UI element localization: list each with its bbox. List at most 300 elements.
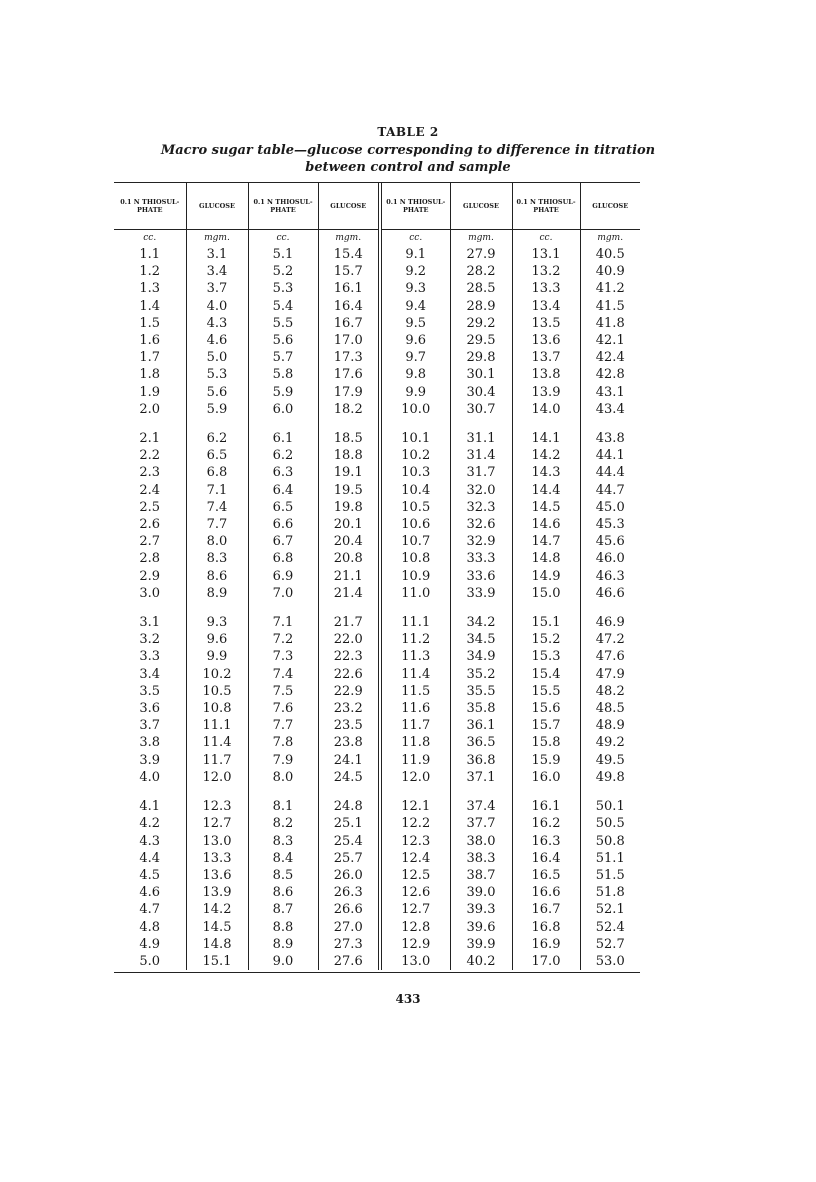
glucose-cell: 12.3 [186,798,248,815]
glucose-cell: 6.5 [186,447,248,464]
glucose-cell: 17.9 [318,384,380,401]
glucose-cell: 11.4 [186,734,248,751]
gap-cell [580,786,640,798]
thiosulphate-cell: 5.7 [248,349,318,366]
glucose-cell: 6.2 [186,430,248,447]
gap-cell [186,602,248,614]
glucose-cell: 30.7 [450,401,512,418]
header-glucose: GLUCOSE [450,183,512,230]
glucose-cell: 34.2 [450,614,512,631]
thiosulphate-cell: 11.5 [380,683,450,700]
glucose-cell: 4.3 [186,315,248,332]
gap-cell [186,418,248,430]
table-row [114,953,640,970]
thiosulphate-cell: 3.0 [114,585,186,602]
glucose-cell: 46.6 [595,585,625,601]
glucose-cell: 39.3 [450,901,512,918]
glucose-cell: 35.8 [450,700,512,717]
thiosulphate-cell: 14.3 [512,464,580,481]
glucose-cell: 53.0 [595,953,625,969]
thiosulphate-cell: 8.7 [248,901,318,918]
unit-cell: cc. [114,230,186,247]
thiosulphate-cell: 12.4 [380,850,450,867]
table-row [114,631,640,648]
glucose-cell: 27.3 [318,936,380,953]
gap-cell [512,602,580,614]
glucose-cell: 21.7 [318,614,380,631]
thiosulphate-cell: 11.4 [380,666,450,683]
glucose-cell: 38.3 [450,850,512,867]
unit-cell: mgm. [318,230,380,247]
thiosulphate-cell: 16.9 [512,936,580,953]
glucose-cell: 46.9 [595,615,625,631]
thiosulphate-cell: 1.4 [114,298,186,315]
glucose-cell: 11.7 [186,752,248,769]
bottom-rule [114,972,640,973]
thiosulphate-cell: 6.1 [248,430,318,447]
thiosulphate-cell: 5.6 [248,332,318,349]
thiosulphate-cell: 2.3 [114,464,186,481]
glucose-cell: 47.6 [595,649,625,665]
glucose-cell: 44.1 [595,448,625,464]
table-row [114,666,640,683]
glucose-cell: 9.3 [186,614,248,631]
thiosulphate-cell: 16.8 [512,919,580,936]
header-thiosulphate: 0.1 N THIOSUL-PHATE [512,183,580,230]
thiosulphate-cell: 15.3 [512,648,580,665]
group-gap [114,602,640,614]
thiosulphate-cell: 12.2 [380,815,450,832]
thiosulphate-cell: 16.6 [512,884,580,901]
thiosulphate-cell: 9.1 [380,246,450,263]
glucose-cell: 34.5 [450,631,512,648]
glucose-cell: 21.1 [318,568,380,585]
thiosulphate-cell: 3.8 [114,734,186,751]
glucose-cell: 25.4 [318,833,380,850]
glucose-cell: 28.5 [450,280,512,297]
glucose-cell: 39.6 [450,919,512,936]
table-row [114,683,640,700]
table-row [114,499,640,516]
thiosulphate-cell: 11.0 [380,585,450,602]
glucose-cell: 52.4 [595,919,625,935]
glucose-cell: 32.0 [450,482,512,499]
table-row [114,734,640,751]
glucose-cell: 25.7 [318,850,380,867]
unit-cell: mgm. [450,230,512,247]
thiosulphate-cell: 12.6 [380,884,450,901]
glucose-cell: 32.6 [450,516,512,533]
thiosulphate-cell: 4.0 [114,769,186,786]
thiosulphate-cell: 11.7 [380,717,450,734]
thiosulphate-cell: 8.3 [248,833,318,850]
glucose-cell: 42.1 [595,333,625,349]
table-row [114,798,640,815]
thiosulphate-cell: 13.2 [512,263,580,280]
glucose-cell: 32.9 [450,533,512,550]
glucose-cell: 17.0 [318,332,380,349]
thiosulphate-cell: 7.4 [248,666,318,683]
glucose-cell: 25.1 [318,815,380,832]
table-title: TABLE 2 [377,125,439,139]
thiosulphate-cell: 13.9 [512,384,580,401]
thiosulphate-cell: 16.4 [512,850,580,867]
thiosulphate-cell: 10.1 [380,430,450,447]
glucose-cell: 9.9 [186,648,248,665]
thiosulphate-cell: 10.5 [380,499,450,516]
glucose-cell: 43.1 [595,384,625,400]
glucose-cell: 48.5 [595,701,625,717]
table-row [114,447,640,464]
header-glucose: GLUCOSE [318,183,380,230]
glucose-cell: 7.7 [186,516,248,533]
glucose-cell: 10.2 [186,666,248,683]
thiosulphate-cell: 7.5 [248,683,318,700]
thiosulphate-cell: 9.5 [380,315,450,332]
table-row [114,867,640,884]
thiosulphate-cell: 14.6 [512,516,580,533]
glucose-cell: 21.4 [318,585,380,602]
thiosulphate-cell: 7.1 [248,614,318,631]
glucose-cell: 10.8 [186,700,248,717]
glucose-cell: 20.1 [318,516,380,533]
table-row [114,298,640,315]
table-row [114,752,640,769]
thiosulphate-cell: 3.2 [114,631,186,648]
table-row [114,919,640,936]
glucose-cell: 50.8 [595,833,625,849]
header-thiosulphate: 0.1 N THIOSUL-PHATE [248,183,318,230]
glucose-cell: 48.9 [595,718,625,734]
glucose-cell: 29.2 [450,315,512,332]
glucose-cell: 4.6 [186,332,248,349]
glucose-cell: 22.3 [318,648,380,665]
glucose-cell: 16.4 [318,298,380,315]
thiosulphate-cell: 2.1 [114,430,186,447]
glucose-cell: 8.0 [186,533,248,550]
table-row [114,533,640,550]
gap-cell [580,602,640,614]
table-row [114,717,640,734]
thiosulphate-cell: 7.8 [248,734,318,751]
table-row [114,516,640,533]
thiosulphate-cell: 4.5 [114,867,186,884]
thiosulphate-cell: 4.9 [114,936,186,953]
thiosulphate-cell: 10.9 [380,568,450,585]
glucose-cell: 36.1 [450,717,512,734]
table-row [114,815,640,832]
thiosulphate-cell: 12.0 [380,769,450,786]
glucose-cell: 35.2 [450,666,512,683]
thiosulphate-cell: 14.5 [512,499,580,516]
glucose-cell: 18.2 [318,401,380,418]
thiosulphate-cell: 14.9 [512,568,580,585]
table-row [114,700,640,717]
thiosulphate-cell: 15.8 [512,734,580,751]
glucose-cell: 14.5 [186,919,248,936]
thiosulphate-cell: 14.2 [512,447,580,464]
thiosulphate-cell: 5.5 [248,315,318,332]
gap-cell [380,786,450,798]
glucose-cell: 48.2 [595,683,625,699]
glucose-cell: 12.7 [186,815,248,832]
thiosulphate-cell: 14.4 [512,482,580,499]
gap-cell [248,602,318,614]
glucose-cell: 15.4 [318,246,380,263]
thiosulphate-cell: 4.1 [114,798,186,815]
thiosulphate-cell: 6.3 [248,464,318,481]
glucose-cell: 4.0 [186,298,248,315]
thiosulphate-cell: 9.7 [380,349,450,366]
unit-cell: cc. [248,230,318,247]
thiosulphate-cell: 3.4 [114,666,186,683]
glucose-cell: 33.6 [450,568,512,585]
thiosulphate-cell: 8.6 [248,884,318,901]
thiosulphate-cell: 4.4 [114,850,186,867]
glucose-cell: 27.9 [450,246,512,263]
thiosulphate-cell: 13.1 [512,246,580,263]
thiosulphate-cell: 14.8 [512,550,580,567]
thiosulphate-cell: 7.7 [248,717,318,734]
table-row [114,246,640,263]
table-row [114,332,640,349]
thiosulphate-cell: 8.4 [248,850,318,867]
glucose-cell: 37.7 [450,815,512,832]
thiosulphate-cell: 6.6 [248,516,318,533]
glucose-cell: 36.8 [450,752,512,769]
header-thiosulphate: 0.1 N THIOSUL-PHATE [380,183,450,230]
table-row [114,482,640,499]
thiosulphate-cell: 4.6 [114,884,186,901]
gap-cell [450,786,512,798]
thiosulphate-cell: 16.2 [512,815,580,832]
table-row [114,280,640,297]
thiosulphate-cell: 3.3 [114,648,186,665]
thiosulphate-cell: 3.1 [114,614,186,631]
thiosulphate-cell: 12.3 [380,833,450,850]
glucose-cell: 5.3 [186,366,248,383]
thiosulphate-cell: 8.0 [248,769,318,786]
glucose-cell: 45.3 [595,517,625,533]
glucose-cell: 9.6 [186,631,248,648]
glucose-cell: 43.8 [595,431,625,447]
thiosulphate-cell: 16.3 [512,833,580,850]
glucose-cell: 45.6 [595,534,625,550]
glucose-cell: 13.6 [186,867,248,884]
glucose-cell: 18.5 [318,430,380,447]
thiosulphate-cell: 10.2 [380,447,450,464]
thiosulphate-cell: 2.7 [114,533,186,550]
thiosulphate-cell: 1.1 [114,246,186,263]
glucose-cell: 41.8 [595,315,625,331]
thiosulphate-cell: 10.4 [380,482,450,499]
glucose-cell: 5.0 [186,349,248,366]
thiosulphate-cell: 6.2 [248,447,318,464]
glucose-cell: 39.9 [450,936,512,953]
table-caption: Macro sugar table—glucose corresponding to difference in titration between control and sample [160,143,656,175]
glucose-cell: 44.7 [595,482,625,498]
thiosulphate-cell: 2.6 [114,516,186,533]
glucose-cell: 49.2 [595,735,625,751]
glucose-cell: 37.4 [450,798,512,815]
units-row [114,230,640,247]
thiosulphate-cell: 15.1 [512,614,580,631]
glucose-cell: 13.3 [186,850,248,867]
thiosulphate-cell: 12.5 [380,867,450,884]
glucose-cell: 42.4 [595,350,625,366]
glucose-cell: 24.5 [318,769,380,786]
thiosulphate-cell: 4.8 [114,919,186,936]
table-row [114,614,640,631]
glucose-cell: 29.8 [450,349,512,366]
thiosulphate-cell: 13.4 [512,298,580,315]
thiosulphate-cell: 16.1 [512,798,580,815]
table-row [114,401,640,418]
gap-cell [318,602,380,614]
thiosulphate-cell: 12.9 [380,936,450,953]
glucose-cell: 49.8 [595,769,625,785]
thiosulphate-cell: 6.0 [248,401,318,418]
gap-cell [380,418,450,430]
thiosulphate-cell: 10.8 [380,550,450,567]
table-row [114,464,640,481]
glucose-cell: 5.9 [186,401,248,418]
glucose-cell: 27.6 [318,953,380,970]
unit-cell: cc. [512,230,580,247]
glucose-cell: 30.1 [450,366,512,383]
glucose-cell: 38.0 [450,833,512,850]
glucose-cell: 3.1 [186,246,248,263]
glucose-cell: 52.7 [595,936,625,952]
thiosulphate-cell: 8.2 [248,815,318,832]
glucose-cell: 41.5 [595,298,625,314]
glucose-cell: 40.9 [595,264,625,280]
thiosulphate-cell: 8.1 [248,798,318,815]
glucose-cell: 46.3 [595,568,625,584]
glucose-cell: 52.1 [595,902,625,918]
glucose-cell: 47.9 [595,666,625,682]
glucose-cell: 10.5 [186,683,248,700]
glucose-table-container [114,182,640,973]
glucose-cell: 47.2 [595,632,625,648]
thiosulphate-cell: 3.5 [114,683,186,700]
glucose-cell: 19.5 [318,482,380,499]
glucose-cell: 26.6 [318,901,380,918]
table-body [114,230,640,971]
table-row [114,901,640,918]
thiosulphate-cell: 13.5 [512,315,580,332]
thiosulphate-cell: 10.0 [380,401,450,418]
thiosulphate-cell: 1.6 [114,332,186,349]
table-row [114,550,640,567]
glucose-cell: 19.8 [318,499,380,516]
thiosulphate-cell: 15.9 [512,752,580,769]
glucose-cell: 31.4 [450,447,512,464]
glucose-cell: 33.9 [450,585,512,602]
glucose-cell: 15.1 [186,953,248,970]
glucose-cell: 13.0 [186,833,248,850]
glucose-cell: 36.5 [450,734,512,751]
thiosulphate-cell: 14.1 [512,430,580,447]
glucose-cell: 41.2 [595,281,625,297]
thiosulphate-cell: 13.8 [512,366,580,383]
thiosulphate-cell: 7.3 [248,648,318,665]
glucose-table [114,183,640,970]
thiosulphate-cell: 1.7 [114,349,186,366]
thiosulphate-cell: 12.1 [380,798,450,815]
glucose-cell: 3.4 [186,263,248,280]
thiosulphate-cell: 4.3 [114,833,186,850]
thiosulphate-cell: 12.8 [380,919,450,936]
glucose-cell: 8.9 [186,585,248,602]
glucose-cell: 51.8 [595,885,625,901]
table-row [114,349,640,366]
gap-cell [248,418,318,430]
glucose-cell: 32.3 [450,499,512,516]
thiosulphate-cell: 9.2 [380,263,450,280]
thiosulphate-cell: 3.9 [114,752,186,769]
thiosulphate-cell: 14.7 [512,533,580,550]
group-gap [114,418,640,430]
thiosulphate-cell: 7.6 [248,700,318,717]
thiosulphate-cell: 9.6 [380,332,450,349]
thiosulphate-cell: 6.5 [248,499,318,516]
glucose-cell: 22.9 [318,683,380,700]
table-row [114,648,640,665]
thiosulphate-cell: 4.7 [114,901,186,918]
thiosulphate-cell: 7.9 [248,752,318,769]
thiosulphate-cell: 1.9 [114,384,186,401]
thiosulphate-cell: 15.2 [512,631,580,648]
thiosulphate-cell: 5.2 [248,263,318,280]
thiosulphate-cell: 11.2 [380,631,450,648]
thiosulphate-cell: 10.7 [380,533,450,550]
thiosulphate-cell: 11.6 [380,700,450,717]
table-row [114,833,640,850]
thiosulphate-cell: 1.3 [114,280,186,297]
header-thiosulphate: 0.1 N THIOSUL-PHATE [114,183,186,230]
glucose-cell: 12.0 [186,769,248,786]
thiosulphate-cell: 2.8 [114,550,186,567]
glucose-cell: 27.0 [318,919,380,936]
thiosulphate-cell: 15.5 [512,683,580,700]
glucose-cell: 43.4 [595,401,625,417]
glucose-cell: 28.2 [450,263,512,280]
glucose-cell: 44.4 [595,465,625,481]
thiosulphate-cell: 5.3 [248,280,318,297]
thiosulphate-cell: 15.0 [512,585,580,602]
thiosulphate-cell: 13.3 [512,280,580,297]
glucose-cell: 26.3 [318,884,380,901]
glucose-cell: 24.1 [318,752,380,769]
thiosulphate-cell: 9.3 [380,280,450,297]
table-row [114,884,640,901]
gap-cell [114,602,186,614]
thiosulphate-cell: 6.9 [248,568,318,585]
glucose-cell: 39.0 [450,884,512,901]
glucose-cell: 38.7 [450,867,512,884]
thiosulphate-cell: 5.8 [248,366,318,383]
thiosulphate-cell: 13.7 [512,349,580,366]
glucose-cell: 51.5 [595,867,625,883]
thiosulphate-cell: 11.8 [380,734,450,751]
glucose-cell: 50.5 [595,816,625,832]
thiosulphate-cell: 10.3 [380,464,450,481]
glucose-cell: 11.1 [186,717,248,734]
glucose-cell: 23.2 [318,700,380,717]
glucose-cell: 23.5 [318,717,380,734]
glucose-cell: 22.0 [318,631,380,648]
